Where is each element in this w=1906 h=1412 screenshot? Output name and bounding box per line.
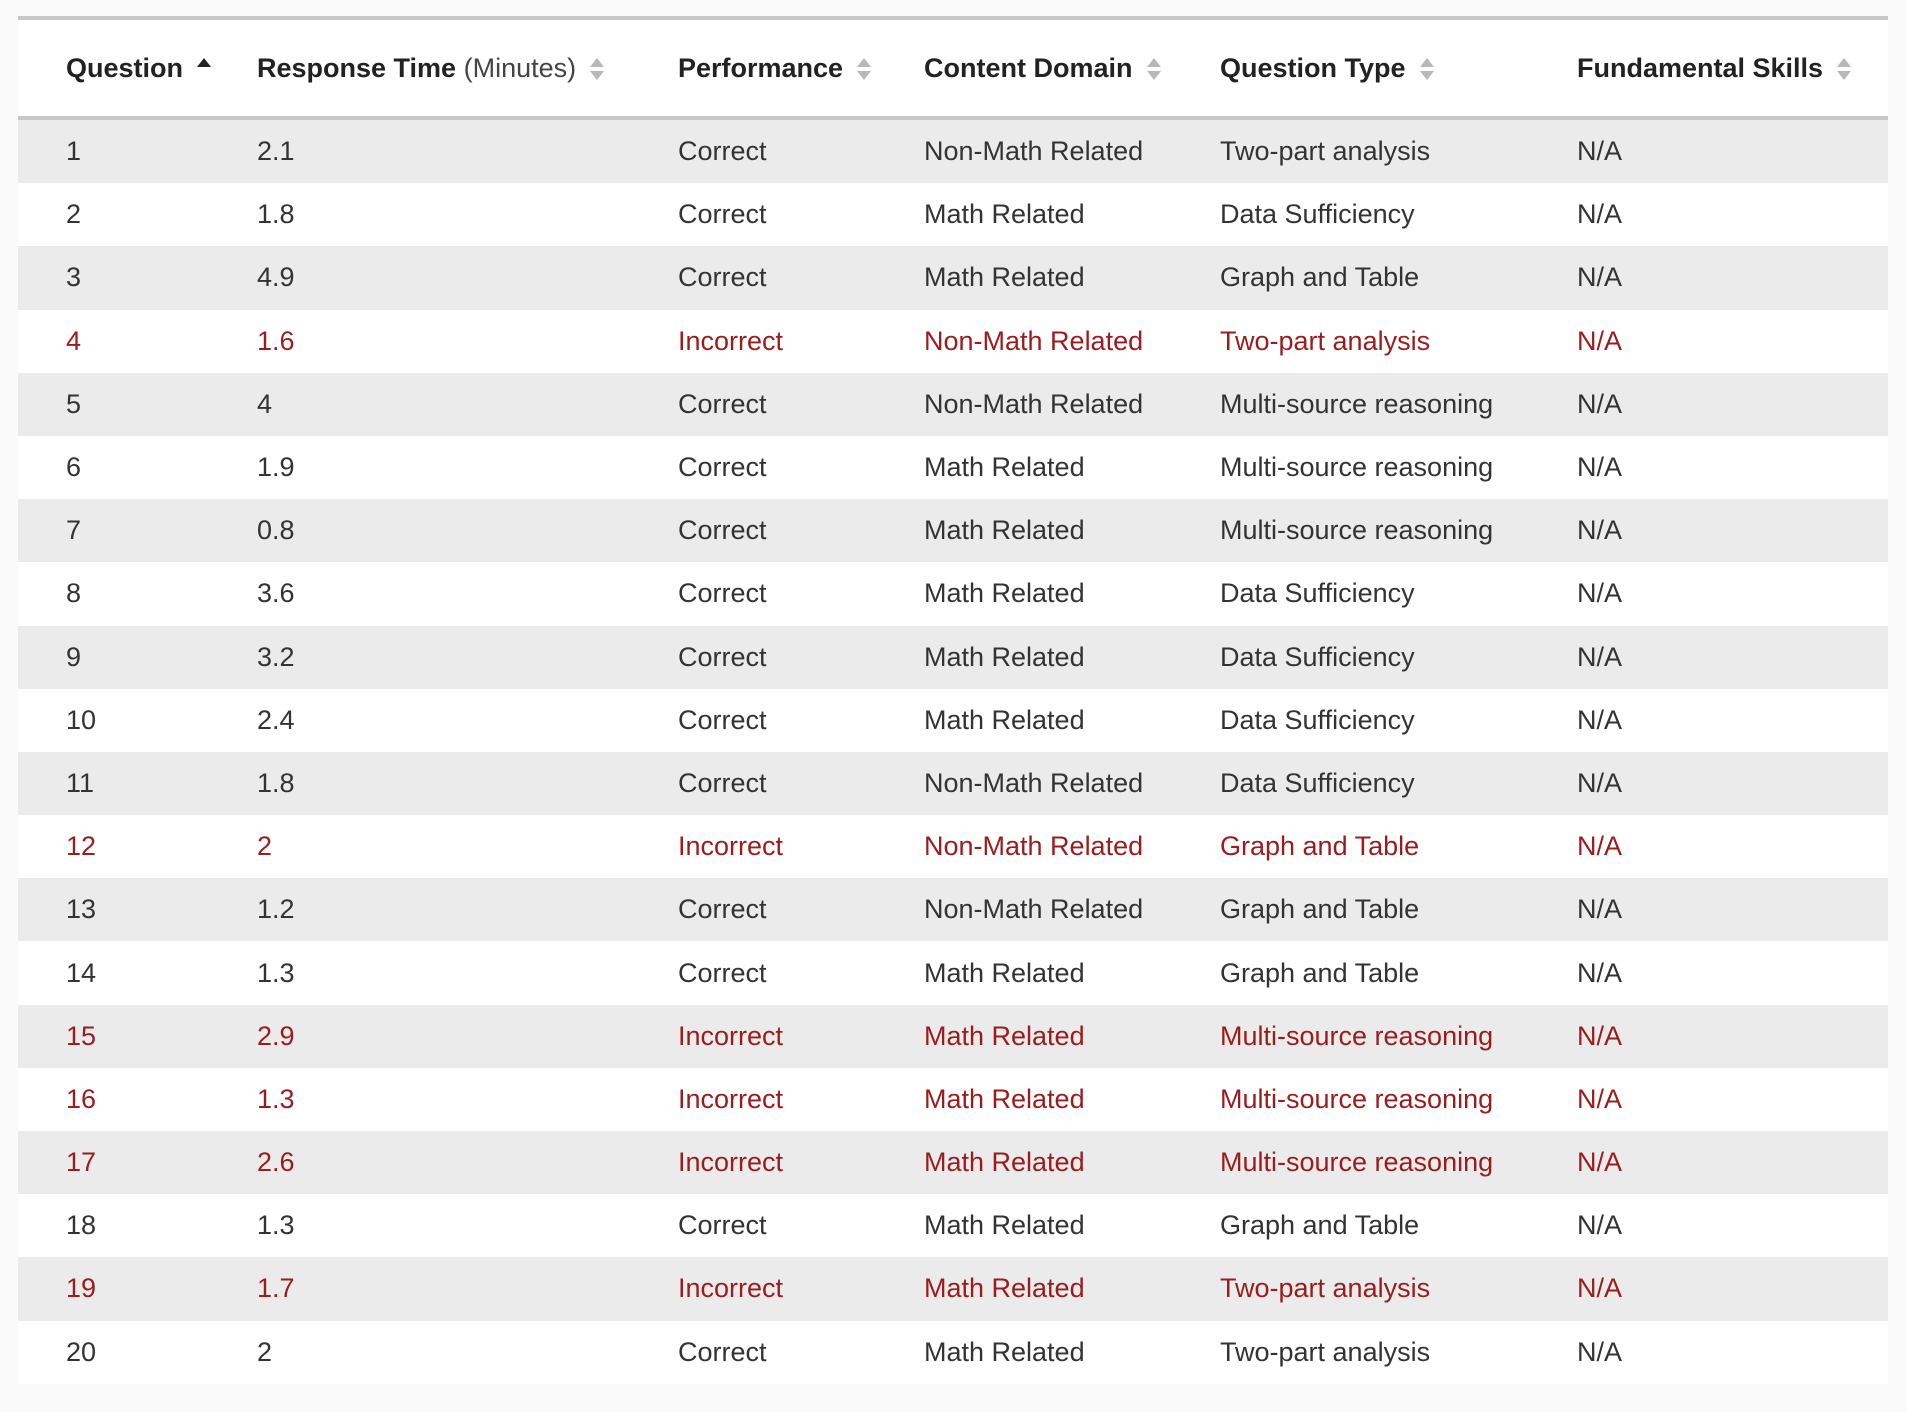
cell-fundamental-skills: N/A — [1577, 325, 1623, 356]
cell-fundamental-skills: N/A — [1577, 578, 1623, 609]
cell-question-type: Data Sufficiency — [1220, 752, 1577, 815]
column-header-response-time[interactable] — [257, 20, 678, 118]
table-row — [18, 941, 1888, 1004]
cell-question: 10 — [66, 704, 97, 735]
cell-performance: Correct — [678, 1210, 767, 1241]
column-header-question[interactable] — [18, 20, 257, 118]
cell-content-domain: Math Related — [924, 578, 1085, 609]
cell-fundamental-skills: N/A — [1577, 831, 1623, 862]
cell-performance: Correct — [678, 878, 924, 941]
table-row — [18, 246, 1888, 309]
cell-content-domain: Non-Math Related — [924, 325, 1144, 356]
cell-content-domain: Math Related — [924, 1131, 1220, 1194]
table-row — [18, 183, 1888, 246]
cell-fundamental-skills: N/A — [1577, 1005, 1888, 1068]
cell-performance: Correct — [678, 499, 924, 562]
cell-performance: Correct — [678, 704, 767, 735]
cell-performance: Correct — [678, 578, 767, 609]
sort-ascending-icon[interactable] — [197, 57, 211, 81]
cell-question: 14 — [66, 957, 97, 988]
cell-question-type: Graph and Table — [1220, 831, 1420, 862]
cell-question: 2 — [66, 199, 82, 230]
cell-performance: Incorrect — [678, 325, 784, 356]
column-header-label: Response Time — [257, 52, 457, 83]
cell-content-domain: Non-Math Related — [924, 831, 1144, 862]
cell-question-type: Two-part analysis — [1220, 118, 1577, 183]
column-header-sublabel: (Minutes) — [463, 52, 577, 83]
cell-response-time: 4 — [257, 373, 678, 436]
cell-fundamental-skills: N/A — [1577, 752, 1888, 815]
table-row — [18, 1321, 1888, 1384]
cell-question-type: Data Sufficiency — [1220, 199, 1415, 230]
cell-fundamental-skills: N/A — [1577, 626, 1888, 689]
cell-question-type: Graph and Table — [1220, 957, 1420, 988]
cell-performance: Incorrect — [678, 1083, 784, 1114]
column-header-fundamental-skills[interactable] — [1577, 20, 1888, 118]
table-row — [18, 1194, 1888, 1257]
cell-question-type: Multi-source reasoning — [1220, 499, 1577, 562]
cell-content-domain: Math Related — [924, 499, 1220, 562]
cell-performance: Incorrect — [678, 831, 784, 862]
cell-performance: Correct — [678, 246, 924, 309]
table-row — [18, 815, 1888, 878]
cell-question-type: Data Sufficiency — [1220, 578, 1415, 609]
cell-response-time: 1.3 — [257, 1210, 295, 1241]
cell-performance: Correct — [678, 452, 767, 483]
cell-question: 8 — [66, 578, 82, 609]
cell-performance: Correct — [678, 957, 767, 988]
table-body — [18, 118, 1888, 1384]
table-row — [18, 752, 1888, 815]
cell-question: 15 — [18, 1005, 257, 1068]
cell-response-time: 3.6 — [257, 578, 295, 609]
cell-content-domain: Math Related — [924, 957, 1085, 988]
cell-fundamental-skills: N/A — [1577, 1210, 1623, 1241]
cell-question: 6 — [66, 452, 82, 483]
results-table-container — [18, 16, 1888, 1384]
cell-fundamental-skills: N/A — [1577, 1336, 1623, 1367]
cell-response-time: 1.6 — [257, 325, 295, 356]
cell-response-time: 1.8 — [257, 199, 295, 230]
cell-content-domain: Math Related — [924, 246, 1220, 309]
cell-question: 19 — [18, 1257, 257, 1320]
cell-content-domain: Non-Math Related — [924, 373, 1220, 436]
cell-question: 4 — [66, 325, 82, 356]
cell-response-time: 1.2 — [257, 878, 678, 941]
column-header-performance[interactable] — [678, 20, 924, 118]
cell-response-time: 0.8 — [257, 499, 678, 562]
sort-icon[interactable] — [857, 57, 871, 81]
column-header-content-domain[interactable] — [924, 20, 1220, 118]
table-row — [18, 1131, 1888, 1194]
table-header-row — [18, 20, 1888, 118]
cell-performance: Correct — [678, 626, 924, 689]
cell-question-type: Two-part analysis — [1220, 325, 1431, 356]
column-header-question-type[interactable] — [1220, 20, 1577, 118]
cell-response-time: 2.6 — [257, 1131, 678, 1194]
column-header-label: Question Type — [1220, 52, 1406, 83]
cell-response-time: 2.4 — [257, 704, 295, 735]
table-row — [18, 562, 1888, 625]
cell-content-domain: Math Related — [924, 704, 1085, 735]
table-row — [18, 499, 1888, 562]
cell-question-type: Graph and Table — [1220, 246, 1577, 309]
cell-performance: Incorrect — [678, 1131, 924, 1194]
cell-fundamental-skills: N/A — [1577, 704, 1623, 735]
cell-question: 18 — [66, 1210, 97, 1241]
cell-question: 12 — [66, 831, 97, 862]
results-table — [18, 20, 1888, 1384]
cell-response-time: 1.9 — [257, 452, 295, 483]
column-header-label: Performance — [678, 52, 844, 83]
cell-fundamental-skills: N/A — [1577, 118, 1888, 183]
cell-question: 11 — [18, 752, 257, 815]
cell-question-type: Two-part analysis — [1220, 1336, 1431, 1367]
cell-question-type: Data Sufficiency — [1220, 626, 1577, 689]
table-row — [18, 1068, 1888, 1131]
table-row — [18, 626, 1888, 689]
cell-performance: Correct — [678, 752, 924, 815]
sort-icon[interactable] — [1837, 57, 1851, 81]
table-row — [18, 689, 1888, 752]
cell-fundamental-skills: N/A — [1577, 878, 1888, 941]
cell-question-type: Data Sufficiency — [1220, 704, 1415, 735]
table-row — [18, 373, 1888, 436]
cell-response-time: 1.3 — [257, 957, 295, 988]
cell-content-domain: Math Related — [924, 626, 1220, 689]
table-row — [18, 310, 1888, 373]
cell-performance: Incorrect — [678, 1005, 924, 1068]
cell-question: 17 — [18, 1131, 257, 1194]
cell-content-domain: Math Related — [924, 452, 1085, 483]
cell-question-type: Multi-source reasoning — [1220, 452, 1494, 483]
cell-question: 13 — [18, 878, 257, 941]
cell-content-domain: Math Related — [924, 1210, 1085, 1241]
cell-content-domain: Math Related — [924, 1336, 1085, 1367]
column-header-label: Fundamental Skills — [1577, 52, 1824, 83]
table-row — [18, 118, 1888, 183]
cell-content-domain: Non-Math Related — [924, 752, 1220, 815]
cell-response-time: 2 — [257, 831, 273, 862]
table-row — [18, 1005, 1888, 1068]
cell-response-time: 3.2 — [257, 626, 678, 689]
cell-performance: Correct — [678, 199, 767, 230]
cell-question-type: Multi-source reasoning — [1220, 1005, 1577, 1068]
column-header-label: Content Domain — [924, 52, 1133, 83]
cell-content-domain: Math Related — [924, 199, 1085, 230]
cell-content-domain: Non-Math Related — [924, 878, 1220, 941]
cell-question: 5 — [18, 373, 257, 436]
cell-fundamental-skills: N/A — [1577, 199, 1623, 230]
cell-response-time: 1.8 — [257, 752, 678, 815]
cell-fundamental-skills: N/A — [1577, 1257, 1888, 1320]
cell-performance: Incorrect — [678, 1257, 924, 1320]
cell-question-type: Graph and Table — [1220, 1210, 1420, 1241]
sort-icon[interactable] — [590, 57, 604, 81]
cell-fundamental-skills: N/A — [1577, 1083, 1623, 1114]
cell-response-time: 2.1 — [257, 118, 678, 183]
cell-response-time: 2 — [257, 1336, 273, 1367]
cell-response-time: 1.7 — [257, 1257, 678, 1320]
cell-fundamental-skills: N/A — [1577, 1131, 1888, 1194]
cell-question-type: Multi-source reasoning — [1220, 373, 1577, 436]
cell-fundamental-skills: N/A — [1577, 246, 1888, 309]
cell-performance: Correct — [678, 373, 924, 436]
table-row — [18, 878, 1888, 941]
cell-question: 1 — [18, 118, 257, 183]
cell-fundamental-skills: N/A — [1577, 957, 1623, 988]
cell-content-domain: Math Related — [924, 1257, 1220, 1320]
table-row — [18, 436, 1888, 499]
sort-icon[interactable] — [1147, 57, 1161, 81]
cell-question: 9 — [18, 626, 257, 689]
cell-fundamental-skills: N/A — [1577, 499, 1888, 562]
cell-content-domain: Math Related — [924, 1005, 1220, 1068]
cell-question-type: Multi-source reasoning — [1220, 1083, 1494, 1114]
cell-content-domain: Non-Math Related — [924, 118, 1220, 183]
cell-question-type: Graph and Table — [1220, 878, 1577, 941]
cell-fundamental-skills: N/A — [1577, 452, 1623, 483]
cell-performance: Correct — [678, 1336, 767, 1367]
cell-question: 20 — [66, 1336, 97, 1367]
cell-question: 16 — [66, 1083, 97, 1114]
cell-response-time: 1.3 — [257, 1083, 295, 1114]
cell-response-time: 4.9 — [257, 246, 678, 309]
cell-question: 3 — [18, 246, 257, 309]
sort-icon[interactable] — [1420, 57, 1434, 81]
cell-question-type: Two-part analysis — [1220, 1257, 1577, 1320]
cell-fundamental-skills: N/A — [1577, 373, 1888, 436]
cell-question: 7 — [18, 499, 257, 562]
cell-response-time: 2.9 — [257, 1005, 678, 1068]
cell-performance: Correct — [678, 118, 924, 183]
table-row — [18, 1257, 1888, 1320]
column-header-label: Question — [66, 52, 184, 83]
cell-question-type: Multi-source reasoning — [1220, 1131, 1577, 1194]
cell-content-domain: Math Related — [924, 1083, 1085, 1114]
